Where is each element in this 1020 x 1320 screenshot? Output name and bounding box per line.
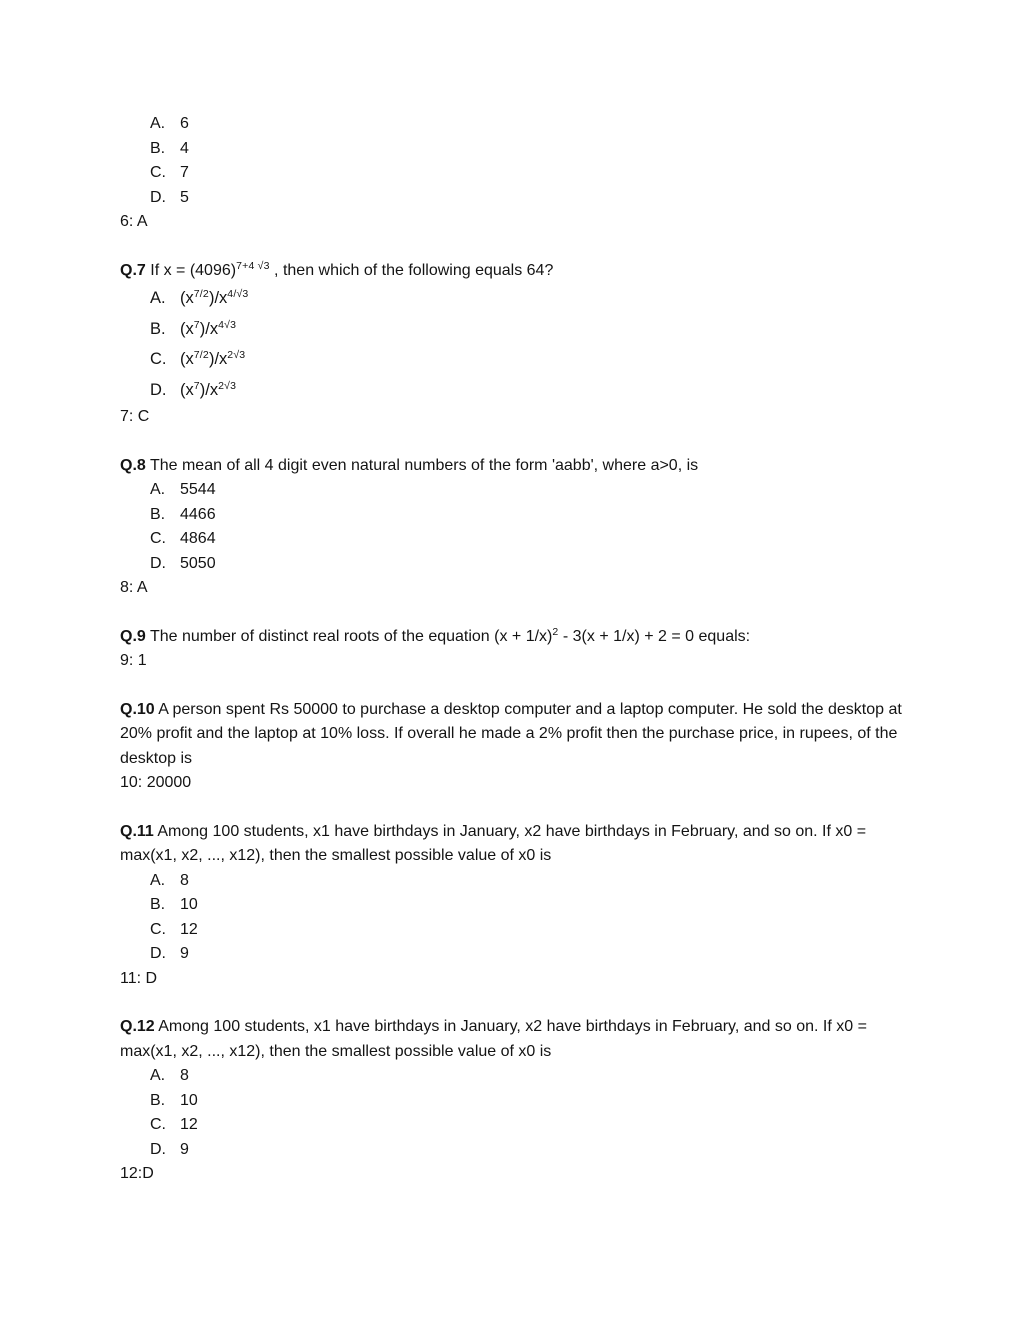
answer-line: 12:D xyxy=(120,1165,154,1182)
option-text: 12 xyxy=(180,920,198,938)
option-text: 5 xyxy=(180,188,189,206)
question-number: Q.7 xyxy=(120,261,146,279)
option-letter: C. xyxy=(150,530,166,547)
options-list xyxy=(150,112,902,210)
answer-line: 8: A xyxy=(120,579,148,596)
question-paragraph xyxy=(120,454,902,479)
question-paragraph xyxy=(120,259,902,284)
option-letter: B. xyxy=(150,1091,166,1109)
option-row xyxy=(150,1113,902,1138)
option-letter: A. xyxy=(150,289,166,307)
question-number: Q.8 xyxy=(120,456,146,474)
options-list xyxy=(150,1064,902,1162)
option-row xyxy=(150,478,902,503)
question-block-12 xyxy=(120,1015,902,1187)
option-text: 9 xyxy=(180,1140,189,1158)
answer-line: 7: C xyxy=(120,408,150,425)
option-row xyxy=(150,527,902,552)
option-row xyxy=(150,1089,902,1114)
answer-line: 10: 20000 xyxy=(120,774,192,791)
option-text: 8 xyxy=(180,871,189,889)
question-paragraph xyxy=(120,625,902,650)
option-row xyxy=(150,918,902,943)
option-row xyxy=(150,112,902,137)
option-text: 7 xyxy=(180,164,189,181)
option-letter: B. xyxy=(150,896,166,913)
question-paragraph xyxy=(120,698,902,772)
option-text: 4864 xyxy=(180,530,216,547)
option-row xyxy=(150,1064,902,1089)
option-letter: A. xyxy=(150,871,166,889)
option-letter: C. xyxy=(150,920,166,938)
question-number: Q.10 xyxy=(120,700,155,718)
options-list xyxy=(150,478,902,576)
options-list xyxy=(150,869,902,967)
question-text: The mean of all 4 digit even natural numbers of the form 'aabb', where a>0, is xyxy=(149,456,699,474)
option-text: 6 xyxy=(180,115,189,132)
option-letter: D. xyxy=(150,945,166,962)
option-text: 4466 xyxy=(180,505,216,523)
option-letter: D. xyxy=(150,1140,166,1158)
option-text: 5544 xyxy=(180,481,216,498)
question-text: The number of distinct real roots of the equation $(x + 1/x)^2 - 3(x + 1/x) + 2 = 0$ equals: xyxy=(149,625,751,645)
question-paragraph xyxy=(120,820,902,869)
option-row xyxy=(150,869,902,894)
option-row xyxy=(150,375,902,406)
options-list xyxy=(150,283,902,405)
answer-line: 6: A xyxy=(120,213,148,230)
option-row xyxy=(150,186,902,211)
option-letter: C. xyxy=(150,164,166,181)
option-text: 10 xyxy=(180,896,198,913)
option-row xyxy=(150,161,902,186)
question-text: A person spent Rs 50000 to purchase a desktop computer and a laptop computer. He sold the desktop at 20% profit and the laptop at 10% loss. If overall he made a 2% profit then the purchase price, in rupees, of the desktop is xyxy=(120,700,902,767)
option-letter: B. xyxy=(150,319,166,338)
option-text: 10 xyxy=(180,1091,198,1109)
option-letter: D. xyxy=(150,554,166,572)
answer-line: 9: 1 xyxy=(120,652,147,669)
question-text: If $x = (4096)^{7+4 √3}$ , then which of the following equals 64? xyxy=(150,259,554,279)
option-text: 4 xyxy=(180,139,189,157)
option-letter: D. xyxy=(150,380,167,399)
option-row xyxy=(150,942,902,967)
option-row xyxy=(150,552,902,577)
question-block-9 xyxy=(120,625,902,674)
option-letter: A. xyxy=(150,115,166,132)
question-block-10 xyxy=(120,698,902,796)
option-text: $(x^7)/x^{4√3}$ xyxy=(180,318,237,338)
option-text: 5050 xyxy=(180,554,216,572)
option-text: $(x^{7/2})/x^{4/√3}$ xyxy=(180,288,249,307)
option-letter: B. xyxy=(150,505,166,523)
option-row xyxy=(150,503,902,528)
option-row xyxy=(150,893,902,918)
question-text: Among 100 students, x1 have birthdays in January, x2 have birthdays in February, and so on. If x0 = max(x1, x2, ..., x12), then the smallest possible value of x0 is xyxy=(120,1018,867,1060)
question-block-6 xyxy=(120,112,902,235)
option-row xyxy=(150,344,902,375)
option-letter: A. xyxy=(150,481,166,498)
question-block-7 xyxy=(120,259,902,430)
question-block-11 xyxy=(120,820,902,992)
option-letter: C. xyxy=(150,350,167,368)
option-letter: B. xyxy=(150,139,166,157)
question-number: Q.11 xyxy=(120,822,154,840)
answer-line: 11: D xyxy=(120,969,158,987)
option-row xyxy=(150,137,902,162)
option-row xyxy=(150,1138,902,1163)
question-number: Q.12 xyxy=(120,1018,155,1035)
option-letter: A. xyxy=(150,1067,166,1084)
question-block-8 xyxy=(120,454,902,601)
option-text: 8 xyxy=(180,1067,189,1084)
option-text: 9 xyxy=(180,945,189,962)
question-text: Among 100 students, x1 have birthdays in January, x2 have birthdays in February, and so on. If x0 = max(x1, x2, ..., x12), then the smallest possible value of x0 is xyxy=(120,822,867,864)
question-number: Q.9 xyxy=(120,627,146,645)
option-text: $(x^7)/x^{2√3}$ xyxy=(180,379,237,399)
option-row xyxy=(150,314,902,345)
question-paragraph xyxy=(120,1015,902,1064)
option-row xyxy=(150,283,902,314)
option-letter: D. xyxy=(150,188,166,206)
option-letter: C. xyxy=(150,1116,166,1133)
option-text: 12 xyxy=(180,1116,198,1133)
option-text: $(x^{7/2})/x^{2√3}$ xyxy=(180,349,246,368)
